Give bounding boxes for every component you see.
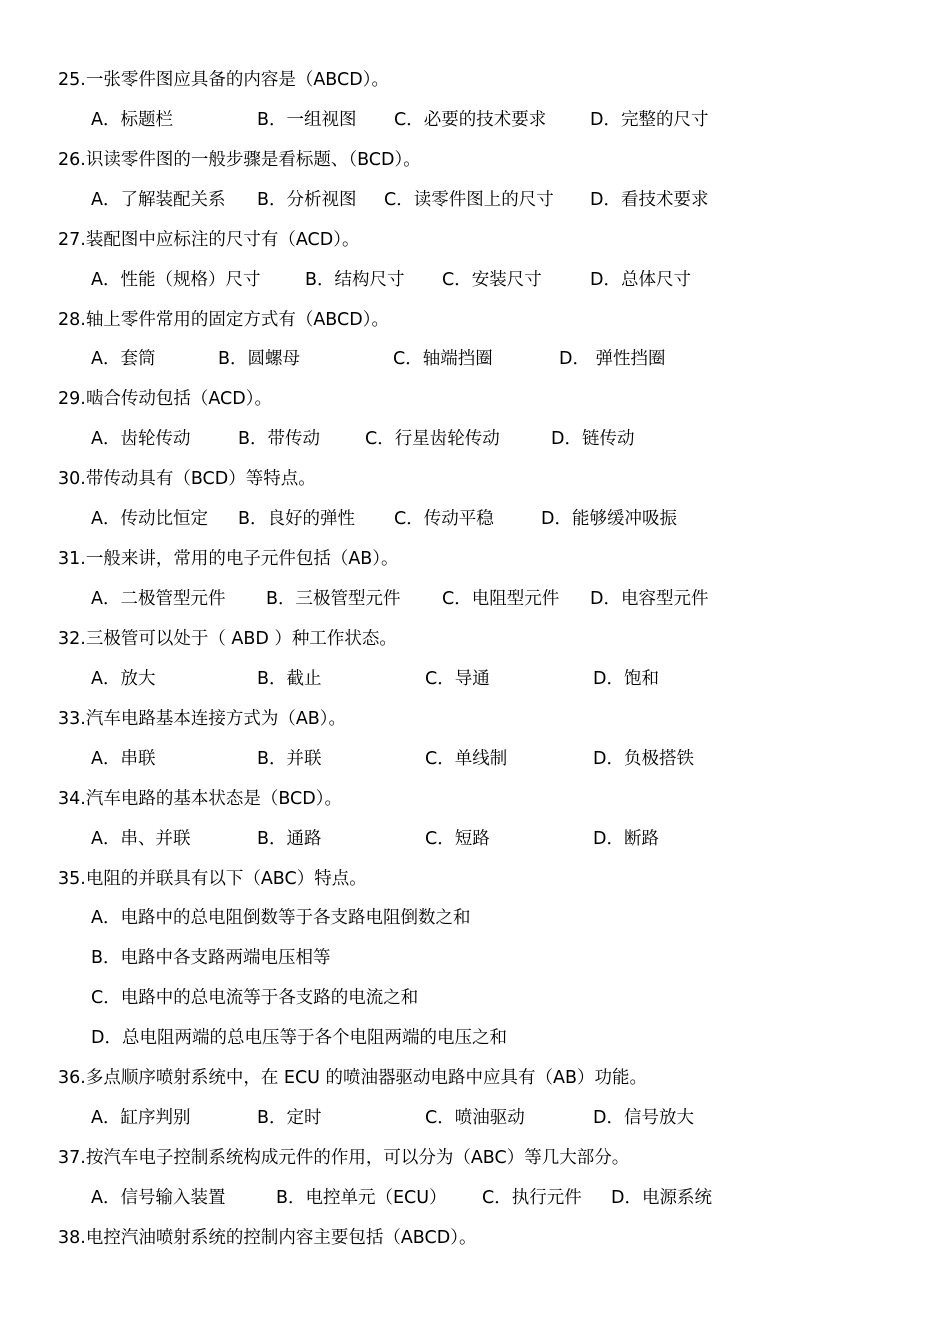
- option-c: C．安装尺寸: [442, 270, 542, 290]
- question-25: 25.一张零件图应具备的内容是（ABCD）。: [58, 70, 389, 90]
- options-30: [91, 507, 891, 531]
- option-a: A．标题栏: [91, 110, 173, 130]
- options-36: [91, 1106, 891, 1130]
- option-d: D．电容型元件: [590, 589, 709, 609]
- option-c: C．读零件图上的尺寸: [384, 190, 554, 210]
- option-d: D．信号放大: [593, 1108, 694, 1128]
- option-a: A．缸序判别: [91, 1108, 191, 1128]
- option-c: C．行星齿轮传动: [365, 429, 500, 449]
- question-27: 27.装配图中应标注的尺寸有（ACD）。: [58, 230, 360, 250]
- option-d: D．负极搭铁: [593, 749, 694, 769]
- option-b: B．带传动: [238, 429, 321, 449]
- option-d: D． 弹性挡圈: [559, 349, 666, 369]
- option-c: C．轴端挡圈: [393, 349, 493, 369]
- options-31: [91, 587, 891, 611]
- option-c: C．喷油驱动: [425, 1108, 525, 1128]
- option-a: A．放大: [91, 669, 156, 689]
- option-a: A．串联: [91, 749, 156, 769]
- options-25: [91, 108, 891, 132]
- question-31: 31.一般来讲，常用的电子元件包括（AB）。: [58, 549, 399, 569]
- question-33: 33.汽车电路基本连接方式为（AB）。: [58, 709, 347, 729]
- option-d: D．总电阻两端的总电压等于各个电阻两端的电压之和: [91, 1028, 507, 1048]
- question-32: 32.三极管可以处于（ ABD ）种工作状态。: [58, 629, 397, 649]
- question-36: 36.多点顺序喷射系统中，在 ECU 的喷油器驱动电路中应具有（AB）功能。: [58, 1068, 648, 1088]
- option-a: A．性能（规格）尺寸: [91, 270, 261, 290]
- option-c: C．必要的技术要求: [394, 110, 547, 130]
- option-b: B．定时: [257, 1108, 322, 1128]
- option-b: B．电路中各支路两端电压相等: [91, 948, 331, 968]
- question-30: 30.带传动具有（BCD）等特点。: [58, 469, 316, 489]
- question-38: 38.电控汽油喷射系统的控制内容主要包括（ABCD）。: [58, 1228, 477, 1248]
- option-a: A．二极管型元件: [91, 589, 226, 609]
- option-d: D．断路: [593, 829, 659, 849]
- question-37: 37.按汽车电子控制系统构成元件的作用，可以分为（ABC）等几大部分。: [58, 1148, 630, 1168]
- option-c: C．电阻型元件: [442, 589, 560, 609]
- question-34: 34.汽车电路的基本状态是（BCD）。: [58, 789, 342, 809]
- option-d: D．饱和: [593, 669, 659, 689]
- option-a: A．电路中的总电阻倒数等于各支路电阻倒数之和: [91, 908, 471, 928]
- option-b: B．良好的弹性: [238, 509, 356, 529]
- option-b: B．分析视图: [257, 190, 357, 210]
- option-a: A．信号输入装置: [91, 1188, 226, 1208]
- option-d: D．总体尺寸: [590, 270, 691, 290]
- option-c: C．单线制: [425, 749, 508, 769]
- option-b: B．圆螺母: [218, 349, 301, 369]
- option-b: B．电控单元（ECU）: [276, 1188, 447, 1208]
- option-b: B．并联: [257, 749, 322, 769]
- options-29: [91, 427, 891, 451]
- options-37: [91, 1186, 891, 1210]
- option-a: A．齿轮传动: [91, 429, 191, 449]
- option-c: C．传动平稳: [394, 509, 494, 529]
- option-d: D．能够缓冲吸振: [541, 509, 677, 529]
- option-b: B．结构尺寸: [305, 270, 405, 290]
- option-c: C．电路中的总电流等于各支路的电流之和: [91, 988, 419, 1008]
- option-d: D．看技术要求: [590, 190, 709, 210]
- question-29: 29.啮合传动包括（ACD）。: [58, 389, 272, 409]
- option-c: C．导通: [425, 669, 490, 689]
- option-a: A．了解装配关系: [91, 190, 226, 210]
- option-b: B．三极管型元件: [266, 589, 401, 609]
- options-26: [91, 188, 891, 212]
- option-b: B．一组视图: [257, 110, 357, 130]
- option-a: A．串、并联: [91, 829, 191, 849]
- option-d: D．电源系统: [611, 1188, 712, 1208]
- option-b: B．截止: [257, 669, 322, 689]
- options-34: [91, 827, 891, 851]
- option-d: D．链传动: [551, 429, 635, 449]
- question-35: 35.电阻的并联具有以下（ABC）特点。: [58, 869, 367, 889]
- option-a: A．传动比恒定: [91, 509, 208, 529]
- options-28: [91, 347, 891, 371]
- option-c: C．执行元件: [482, 1188, 582, 1208]
- options-27: [91, 268, 891, 292]
- option-d: D．完整的尺寸: [590, 110, 709, 130]
- option-a: A．套筒: [91, 349, 156, 369]
- question-26: 26.识读零件图的一般步骤是看标题、（BCD）。: [58, 150, 421, 170]
- options-33: [91, 747, 891, 771]
- option-b: B．通路: [257, 829, 322, 849]
- question-28: 28.轴上零件常用的固定方式有（ABCD）。: [58, 310, 389, 330]
- option-c: C．短路: [425, 829, 490, 849]
- options-32: [91, 667, 891, 691]
